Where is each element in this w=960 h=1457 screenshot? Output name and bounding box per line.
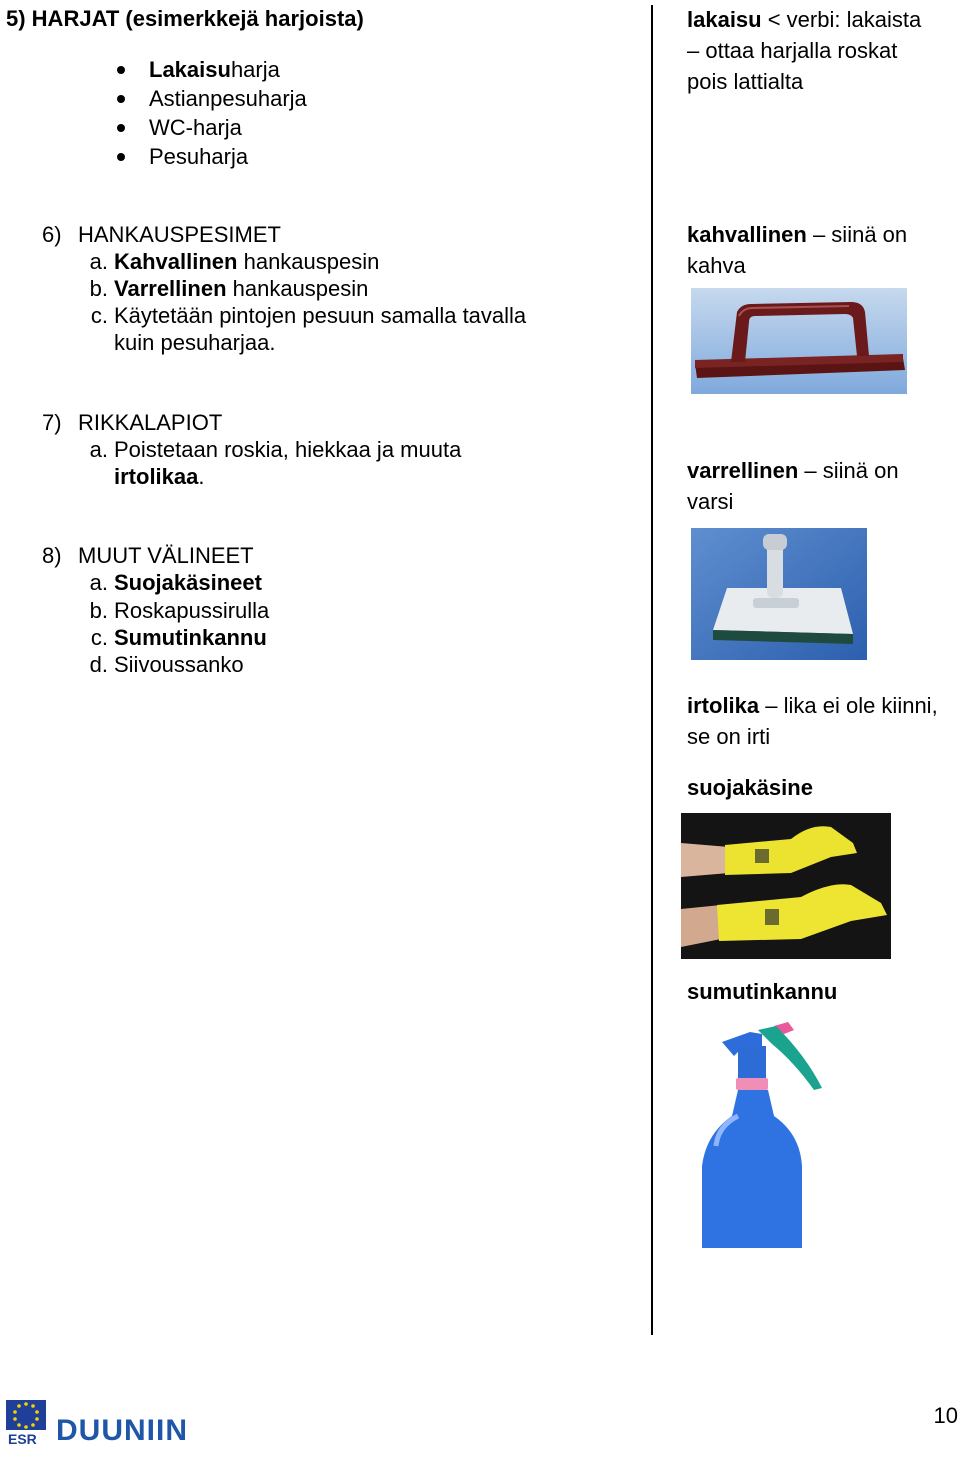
section-8-title: MUUT VÄLINEET [78,543,254,568]
list-item: b. Roskapussirulla [89,598,270,623]
list-item: a. Poistetaan roskia, hiekkaa ja muuta irtolikaa. [89,437,462,489]
page-number: 10 [933,1403,958,1428]
column-divider [651,5,653,1335]
list-item: d. Siivoussanko [89,652,244,677]
duuniin-logo-text: DUUNIIN [56,1414,188,1447]
section-7-title: RIKKALAPIOT [78,410,223,435]
section-7 [42,409,642,494]
gloves-photo [681,813,891,959]
glossary-lakaisu: lakaisu < verbi: lakaista – ottaa harjalla roskat pois lattialta [687,7,922,94]
glossary-suojakasine: suojakäsine [687,775,813,800]
scrub-pad-handle-photo [691,288,907,394]
list-item: Astianpesuharja [149,85,307,114]
list-item: WC-harja [149,114,307,143]
list-item: a. Kahvallinen hankauspesin [89,249,380,274]
glossary-sumutinkannu: sumutinkannu [687,979,838,1004]
eu-flag-icon [6,1400,46,1430]
section-6-number: 6) [42,222,62,247]
glossary-varrellinen: varrellinen – siinä on varsi [687,458,899,514]
list-item: a. Suojakäsineet [89,570,262,595]
brush-list [149,56,307,172]
scrub-pad-pole-photo [691,528,867,660]
list-item: b. Varrellinen hankauspesin [89,276,369,301]
esr-label: ESR [8,1431,37,1447]
spray-bottle-photo [698,1016,828,1256]
glossary-kahvallinen: kahvallinen – siinä on kahva [687,222,908,278]
section-8 [42,542,642,682]
section-6-title: HANKAUSPESIMET [78,222,281,247]
section-7-number: 7) [42,410,62,435]
footer-logo [6,1400,198,1452]
section-5-title: 5) HARJAT (esimerkkejä harjoista) [6,6,364,31]
glossary-irtolika: irtolika – lika ei ole kiinni, se on irti [687,693,938,749]
list-item: c. Käytetään pintojen pesuun samalla tavalla kuin pesuharjaa. [90,303,527,355]
list-item: c. Sumutinkannu [90,625,267,650]
section-6 [42,221,642,361]
section-8-number: 8) [42,543,62,568]
list-item: Pesuharja [149,143,307,172]
list-item: Lakaisuharja [149,56,307,85]
